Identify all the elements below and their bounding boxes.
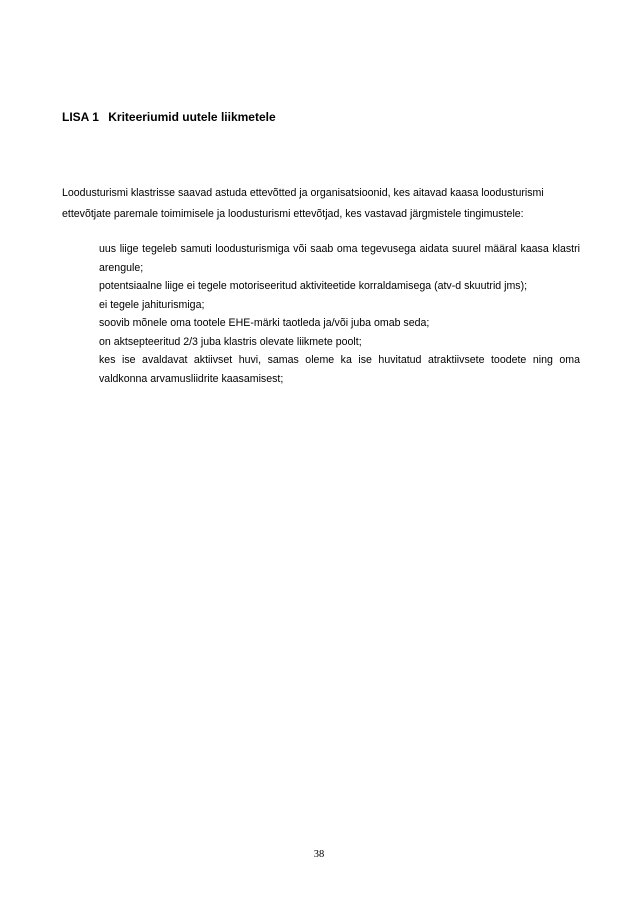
page-number: 38 [313,849,325,860]
list-item-text: soovib mõnele oma tootele EHE-märki taotleda ja/või juba omab seda; [99,317,430,329]
list-item [62,314,580,333]
criteria-list [62,240,580,388]
list-item [62,277,580,296]
list-item [62,240,580,277]
list-item-text: ei tegele jahiturismiga; [99,298,205,311]
appendix-title: Kriteeriumid uutele liikmetele [108,110,276,124]
list-item [62,333,580,352]
list-item [62,296,580,315]
list-item-text: on aktsepteeritud 2/3 juba klastris olevate liikmete poolt; [99,335,362,348]
list-item-text: kes ise avaldavat aktiivset huvi, samas oleme ka ise huvitatud atraktiivsete toodete ning oma valdkonna arvamusliidrite kaasamisest; [99,354,580,385]
intro-line: ettevõtjate paremale toimimisele ja loodusturismi ettevõtjad, kes vastavad järgmistele tingimustele: [62,208,524,220]
intro-paragraph [62,183,582,225]
intro-line: Loodusturismi klastrisse saavad astuda ettevõtted ja organisatsioonid, kes aitavad kaasa loodusturismi [62,187,544,199]
list-item [62,351,580,388]
appendix-number: LISA 1 [62,110,99,124]
list-item-text: uus liige tegeleb samuti loodusturismiga või saab oma tegevusega aidata suurel määral kaasa klastri arengule; [99,243,580,274]
appendix-heading [62,110,276,124]
list-item-text: potentsiaalne liige ei tegele motoriseeritud aktiviteetide korraldamisega (atv-d skuutrid jms); [99,280,528,292]
